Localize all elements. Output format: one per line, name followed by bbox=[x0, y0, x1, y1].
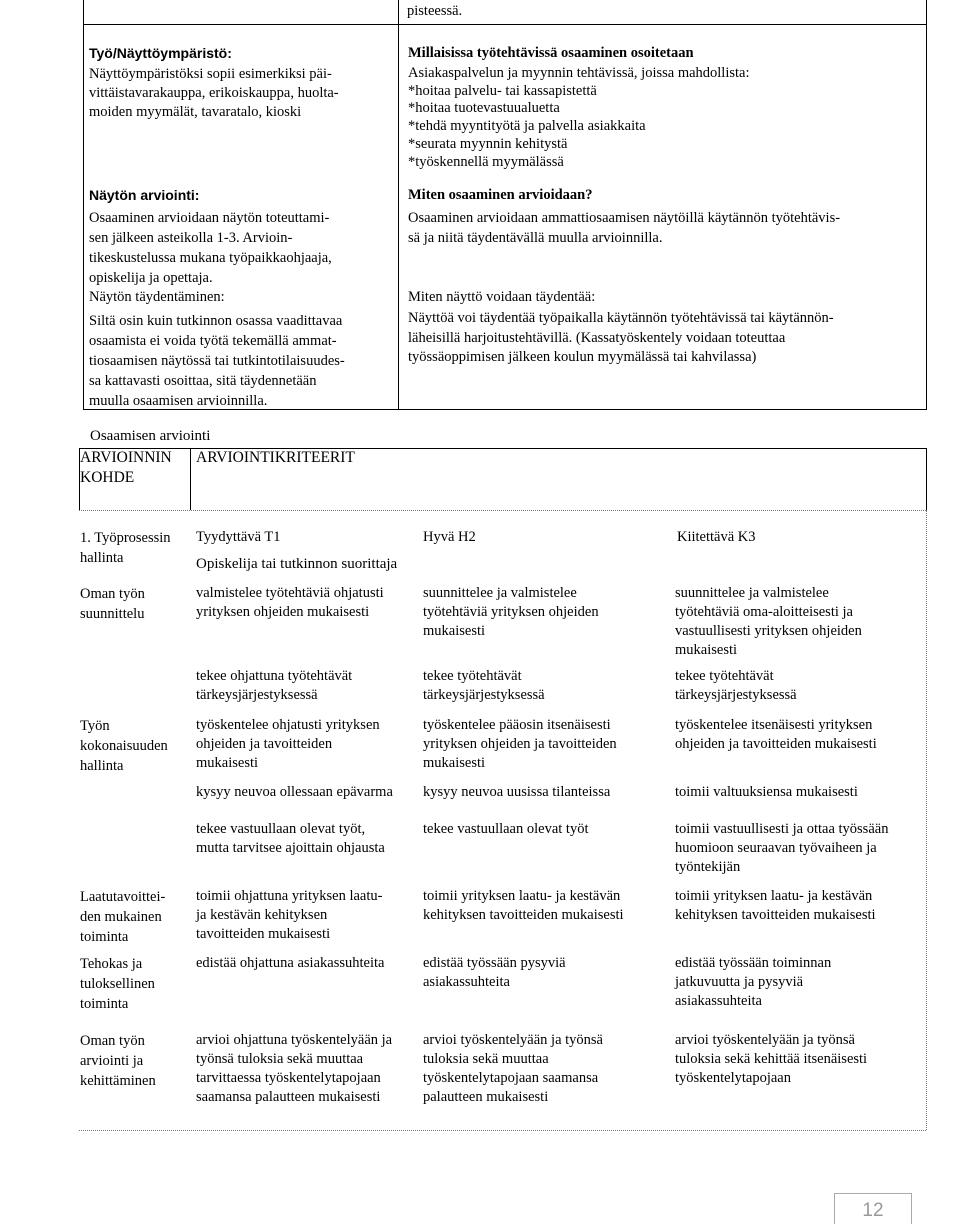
col-target-header: ARVIOINNIN KOHDE bbox=[80, 449, 172, 486]
row-t1: tekee vastuullaan olevat työt, mutta tarvitsee ajoittain ohjausta bbox=[196, 821, 385, 856]
row-h2: toimii yrityksen laatu- ja kestävän kehityksen tavoitteiden mukaisesti bbox=[423, 888, 624, 923]
row-t1: toimii ohjattuna yrityksen laatu- ja kestävän kehityksen tavoitteiden mukaisesti bbox=[196, 888, 383, 942]
section-title: 1. Työprosessin hallinta bbox=[80, 530, 171, 566]
supplement-text: Siltä osin kuin tutkinnon osassa vaadittavaa osaamista ei voida työtä tekemällä ammat- tiosaamisen näytössä tai tutkintotilaisuudes- sa kattavasti osoittaa, sitä täydennetään muulla osaamisen arvioinnilla. bbox=[89, 313, 345, 409]
row-k3: toimii yrityksen laatu- ja kestävän kehityksen tavoitteiden mukaisesti bbox=[675, 888, 876, 923]
tasks-heading: Millaisissa työtehtävissä osaaminen osoitetaan bbox=[408, 45, 694, 61]
supplement-how-text: Näyttöä voi täydentää työpaikalla käytännön työtehtävissä tai käytännön- läheisillä harjoitustehtävillä. (Kassatyöskentely voidaan toteuttaa työssäoppimisen jälkeen koulun myymälässä tai kahvilassa) bbox=[408, 310, 834, 365]
continued-text: pisteessä. bbox=[407, 3, 463, 19]
col-criteria-header: ARVIOINTIKRITEERIT bbox=[196, 449, 355, 466]
row-t1: valmistelee työtehtäviä ohjatusti yrityksen ohjeiden mukaisesti bbox=[196, 585, 384, 620]
tasks-text: Asiakaspalvelun ja myynnin tehtävissä, joissa mahdollista: *hoitaa palvelu- tai kassapistettä *hoitaa tuotevastuualuetta *tehdä myyntityötä ja palvella asiakkaita *seurata myynnin kehitystä *työskennellä myymälässä bbox=[408, 65, 750, 170]
subject-line: Opiskelija tai tutkinnon suorittaja bbox=[196, 556, 398, 572]
row-target: Oman työn arviointi ja kehittäminen bbox=[80, 1033, 156, 1089]
row-k3: edistää työssään toiminnan jatkuvuutta ja pysyviä asiakassuhteita bbox=[675, 955, 832, 1009]
row-t1: arvioi ohjattuna työskentelyään ja työnsä tuloksia sekä muuttaa tarvittaessa työskentelytapojaan saamansa palautteen mukaisesti bbox=[196, 1032, 393, 1105]
row-h2: tekee työtehtävät tärkeysjärjestyksessä bbox=[423, 668, 545, 703]
row-t1: edistää ohjattuna asiakassuhteita bbox=[196, 955, 385, 971]
row-t1: kysyy neuvoa ollessaan epävarma bbox=[196, 784, 393, 800]
row-k3: työskentelee itsenäisesti yrityksen ohjeiden ja tavoitteiden mukaisesti bbox=[675, 717, 877, 752]
how-heading: Miten osaaminen arvioidaan? bbox=[408, 187, 593, 203]
row-k3: arvioi työskentelyään ja työnsä tuloksia sekä kehittää itsenäisesti työskentelytapojaan bbox=[675, 1032, 868, 1086]
level-k3: Kiitettävä K3 bbox=[677, 529, 756, 545]
row-t1: työskentelee ohjatusti yrityksen ohjeiden ja tavoitteiden mukaisesti bbox=[196, 717, 380, 771]
supplement-how-heading: Miten näyttö voidaan täydentää: bbox=[408, 289, 596, 305]
level-h2: Hyvä H2 bbox=[423, 529, 476, 545]
assessment-text: Osaaminen arvioidaan näytön toteuttami- sen jälkeen asteikolla 1-3. Arvioin- tikeskustelussa mukana työpaikkaohjaaja, opiskelija ja opettaja. bbox=[89, 210, 332, 286]
row-h2: työskentelee pääosin itsenäisesti yrityksen ohjeiden ja tavoitteiden mukaisesti bbox=[423, 717, 617, 771]
work-env-text: Näyttöympäristöksi sopii esimerkiksi päi- vittäistavarakauppa, erikoiskauppa, huolta- moiden myymälät, tavaratalo, kioski bbox=[89, 66, 339, 120]
row-h2: arvioi työskentelyään ja työnsä tuloksia sekä muuttaa työskentelytapojaan saamansa palautteen mukaisesti bbox=[423, 1032, 603, 1105]
row-k3: toimii vastuullisesti ja ottaa työssään huomioon seuraavan työvaiheen ja työntekijän bbox=[675, 821, 889, 875]
row-h2: suunnittelee ja valmistelee työtehtäviä yrityksen ohjeiden mukaisesti bbox=[423, 585, 599, 639]
row-h2: tekee vastuullaan olevat työt bbox=[423, 821, 589, 837]
row-k3: toimii valtuuksiensa mukaisesti bbox=[675, 784, 858, 800]
row-h2: kysyy neuvoa uusissa tilanteissa bbox=[423, 784, 611, 800]
row-target: Oman työn suunnittelu bbox=[80, 586, 145, 622]
assessment-title: Osaamisen arviointi bbox=[90, 428, 211, 444]
row-target: Laatutavoittei- den mukainen toiminta bbox=[80, 889, 166, 945]
row-k3: tekee työtehtävät tärkeysjärjestyksessä bbox=[675, 668, 797, 703]
work-env-heading: Työ/Näyttöympäristö: bbox=[89, 45, 232, 61]
row-h2: edistää työssään pysyviä asiakassuhteita bbox=[423, 955, 566, 990]
supplement-heading: Näytön täydentäminen: bbox=[89, 289, 225, 305]
level-t1: Tyydyttävä T1 bbox=[196, 529, 281, 545]
assessment-heading: Näytön arviointi: bbox=[89, 187, 200, 203]
row-target: Työn kokonaisuuden hallinta bbox=[80, 718, 168, 774]
how-text: Osaaminen arvioidaan ammattiosaamisen näytöillä käytännön työtehtävis- sä ja niitä täydentävällä muulla arvioinnilla. bbox=[408, 210, 841, 246]
row-t1: tekee ohjattuna työtehtävät tärkeysjärjestyksessä bbox=[196, 668, 353, 703]
page-number: 12 bbox=[834, 1193, 912, 1224]
row-k3: suunnittelee ja valmistelee työtehtäviä oma-aloitteisesti ja vastuullisesti yrityksen ohjeiden mukaisesti bbox=[675, 585, 862, 658]
row-target: Tehokas ja tuloksellinen toiminta bbox=[80, 956, 155, 1012]
